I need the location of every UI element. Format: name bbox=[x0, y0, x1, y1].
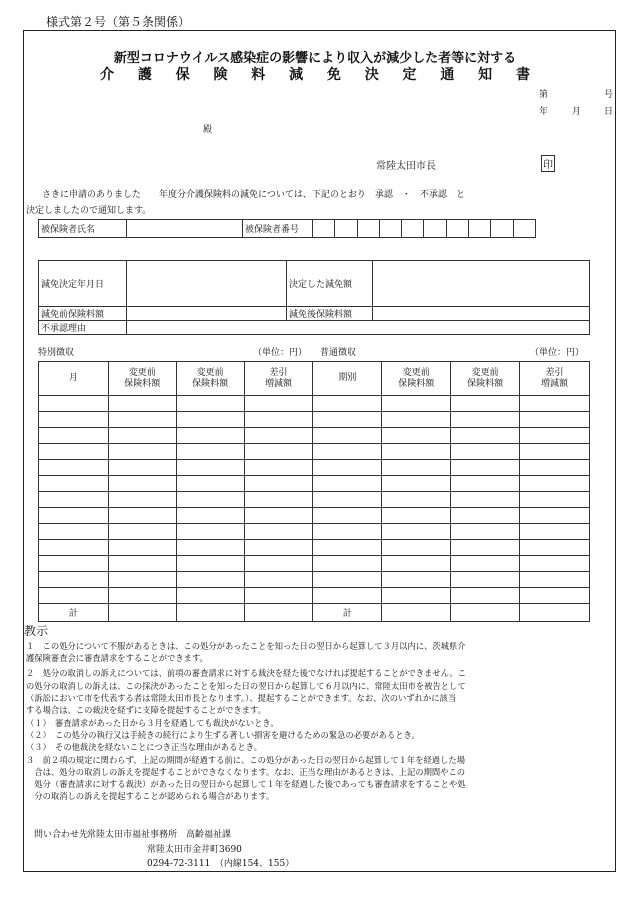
notice-line: 合は、処分の取消しの訴えを提起することができなくなります。なお、正当な理由があるときは、上記の期間やこの bbox=[26, 767, 466, 777]
table-row bbox=[39, 492, 590, 508]
before-premium-label: 減免前保険料額 bbox=[39, 307, 127, 321]
table-cell[interactable] bbox=[244, 444, 313, 460]
table-cell[interactable] bbox=[39, 428, 109, 444]
table-row bbox=[39, 524, 590, 540]
total-cell[interactable] bbox=[176, 604, 244, 622]
table-cell[interactable] bbox=[176, 540, 244, 556]
table-cell[interactable] bbox=[382, 556, 451, 572]
table-cell[interactable] bbox=[108, 508, 176, 524]
table-cell[interactable] bbox=[382, 444, 451, 460]
title-char: 定 bbox=[402, 67, 417, 83]
table-row bbox=[39, 460, 590, 476]
table-cell[interactable] bbox=[39, 540, 109, 556]
contact-label: 問い合わせ先 bbox=[34, 830, 89, 840]
table-cell[interactable] bbox=[39, 476, 109, 492]
table-cell[interactable] bbox=[244, 588, 313, 604]
ordinary-unit: （単位：円） bbox=[530, 348, 585, 358]
after-premium-label: 減免後保険料額 bbox=[287, 307, 373, 321]
title-char: 料 bbox=[251, 67, 266, 83]
intro-line-2: 決定しましたので通知します。 bbox=[26, 206, 152, 216]
table-cell[interactable] bbox=[244, 460, 313, 476]
table-cell[interactable] bbox=[313, 428, 382, 444]
decision-date-label: 減免決定年月日 bbox=[39, 261, 127, 307]
table-cell[interactable] bbox=[39, 588, 109, 604]
table-cell[interactable] bbox=[108, 540, 176, 556]
contact-address: 常陸太田市金井町3690 bbox=[147, 845, 242, 855]
table-cell[interactable] bbox=[39, 508, 109, 524]
table-cell[interactable] bbox=[244, 396, 313, 412]
title-char: 知 bbox=[478, 67, 493, 83]
table-cell[interactable] bbox=[39, 492, 109, 508]
rejection-reason-label: 不承認理由 bbox=[39, 321, 127, 335]
table-cell[interactable] bbox=[451, 524, 520, 540]
table-row bbox=[39, 556, 590, 572]
column-header: 月 bbox=[39, 362, 109, 396]
table-cell[interactable] bbox=[382, 588, 451, 604]
table-cell[interactable] bbox=[39, 412, 109, 428]
table-cell[interactable] bbox=[176, 556, 244, 572]
title-char: 通 bbox=[440, 67, 455, 83]
table-cell[interactable] bbox=[108, 556, 176, 572]
table-cell[interactable] bbox=[39, 396, 109, 412]
table-row bbox=[39, 476, 590, 492]
table-cell[interactable] bbox=[451, 428, 520, 444]
collection-table bbox=[38, 361, 590, 622]
table-cell[interactable] bbox=[520, 588, 590, 604]
table-cell[interactable] bbox=[451, 476, 520, 492]
table-cell[interactable] bbox=[520, 572, 590, 588]
notice-line: ２ 処分の取消しの訴えについては、前項の審査請求に対する裁決を経た後でなければ提起することができません。こ bbox=[26, 668, 467, 678]
intro-line-1: さきに申請のありました 年度分介護保険料の減免については、下記のとおり 承認 ・ 不承認 と bbox=[42, 190, 465, 200]
total-cell[interactable] bbox=[451, 604, 520, 622]
doc-number-prefix: 第 bbox=[539, 90, 549, 100]
decided-amount-field[interactable] bbox=[373, 261, 590, 307]
table-cell[interactable] bbox=[520, 508, 590, 524]
table-cell[interactable] bbox=[451, 460, 520, 476]
contact-office: 常陸太田市福祉事務所 高齢福祉課 bbox=[87, 830, 232, 840]
date-day: 日 bbox=[604, 107, 614, 117]
table-cell[interactable] bbox=[176, 508, 244, 524]
seal-mark: 印 bbox=[541, 155, 555, 172]
table-cell[interactable] bbox=[451, 508, 520, 524]
title-char: 免 bbox=[326, 67, 341, 83]
table-cell[interactable] bbox=[244, 556, 313, 572]
table-cell[interactable] bbox=[313, 476, 382, 492]
table-cell[interactable] bbox=[382, 412, 451, 428]
table-cell[interactable] bbox=[313, 444, 382, 460]
total-label: 計 bbox=[39, 604, 109, 622]
table-cell[interactable] bbox=[313, 412, 382, 428]
table-cell[interactable] bbox=[108, 444, 176, 460]
insured-digit[interactable] bbox=[491, 220, 513, 238]
total-cell[interactable] bbox=[382, 604, 451, 622]
title-line-1: 新型コロナウイルス感染症の影響により収入が減少した者等に対する bbox=[113, 51, 517, 66]
table-cell[interactable] bbox=[108, 572, 176, 588]
insured-digit[interactable] bbox=[335, 220, 357, 238]
table-cell[interactable] bbox=[520, 428, 590, 444]
insured-digit[interactable] bbox=[513, 220, 535, 238]
table-row bbox=[39, 412, 590, 428]
table-cell[interactable] bbox=[313, 460, 382, 476]
total-cell[interactable] bbox=[520, 604, 590, 622]
table-row bbox=[39, 588, 590, 604]
table-cell[interactable] bbox=[108, 396, 176, 412]
table-cell[interactable] bbox=[451, 444, 520, 460]
special-unit: （単位：円） bbox=[253, 348, 308, 358]
insured-number-label: 被保険者番号 bbox=[243, 220, 313, 238]
table-cell[interactable] bbox=[451, 572, 520, 588]
special-collection-label: 特別徴収 bbox=[38, 348, 75, 358]
table-row bbox=[39, 428, 590, 444]
insured-name-label: 被保険者氏名 bbox=[39, 220, 127, 238]
decision-date-field[interactable] bbox=[127, 261, 287, 307]
table-row bbox=[39, 572, 590, 588]
table-cell[interactable] bbox=[244, 540, 313, 556]
contact-phone: 0294-72-3111 （内線154、155） bbox=[147, 859, 295, 869]
table-cell[interactable] bbox=[382, 396, 451, 412]
insured-digit[interactable] bbox=[446, 220, 468, 238]
table-cell[interactable] bbox=[244, 508, 313, 524]
column-header: 差引 増減額 bbox=[520, 362, 590, 396]
insured-digit[interactable] bbox=[379, 220, 401, 238]
table-cell[interactable] bbox=[520, 476, 590, 492]
table-cell[interactable] bbox=[382, 508, 451, 524]
table-cell[interactable] bbox=[108, 588, 176, 604]
insured-digit[interactable] bbox=[313, 220, 335, 238]
table-cell[interactable] bbox=[313, 492, 382, 508]
ordinary-collection-label: 普通徴収 bbox=[320, 348, 357, 358]
insured-digit[interactable] bbox=[402, 220, 424, 238]
table-cell[interactable] bbox=[451, 588, 520, 604]
table-cell[interactable] bbox=[520, 444, 590, 460]
table-cell[interactable] bbox=[176, 588, 244, 604]
table-cell[interactable] bbox=[176, 396, 244, 412]
column-header: 変更前 保険料額 bbox=[176, 362, 244, 396]
table-cell[interactable] bbox=[108, 492, 176, 508]
table-cell[interactable] bbox=[244, 524, 313, 540]
addressee-suffix: 殿 bbox=[203, 125, 213, 135]
title-char: 険 bbox=[213, 67, 228, 83]
title-char: 護 bbox=[137, 67, 152, 83]
table-cell[interactable] bbox=[176, 572, 244, 588]
table-cell[interactable] bbox=[108, 476, 176, 492]
table-row bbox=[39, 396, 590, 412]
table-cell[interactable] bbox=[244, 412, 313, 428]
title-char: 決 bbox=[364, 67, 379, 83]
insured-name-field[interactable] bbox=[127, 220, 243, 238]
rejection-reason-field[interactable] bbox=[127, 321, 590, 335]
date-month: 月 bbox=[572, 107, 582, 117]
title-line-2 bbox=[100, 64, 530, 84]
table-cell[interactable] bbox=[244, 572, 313, 588]
table-cell[interactable] bbox=[244, 476, 313, 492]
table-cell[interactable] bbox=[520, 460, 590, 476]
table-cell[interactable] bbox=[39, 444, 109, 460]
title-char: 減 bbox=[289, 67, 304, 83]
table-cell[interactable] bbox=[176, 428, 244, 444]
table-cell[interactable] bbox=[313, 396, 382, 412]
table-cell[interactable] bbox=[176, 492, 244, 508]
column-header: 期別 bbox=[313, 362, 382, 396]
total-cell[interactable] bbox=[108, 604, 176, 622]
table-cell[interactable] bbox=[108, 428, 176, 444]
table-row bbox=[39, 508, 590, 524]
notice-line: （３） その他裁決を経ないことにつき正当な理由があるとき。 bbox=[26, 742, 262, 752]
table-cell[interactable] bbox=[451, 412, 520, 428]
notice-line: （訴訟において市を代表する者は常陸太田市長となります。）、提起することができます。なお、次のいずれかに該当 bbox=[26, 693, 457, 703]
table-cell[interactable] bbox=[382, 572, 451, 588]
table-cell[interactable] bbox=[313, 588, 382, 604]
issuer: 常陸太田市長 bbox=[376, 161, 436, 172]
notice-line: の処分の取消しの訴えは、この採決があったことを知った日の翌日から起算して６月以内に、常陸太田市を被告として bbox=[26, 681, 466, 691]
table-cell[interactable] bbox=[313, 524, 382, 540]
notice-line: 護保険審査会に審査請求をすることができます。 bbox=[26, 653, 208, 663]
table-cell[interactable] bbox=[382, 492, 451, 508]
table-cell[interactable] bbox=[313, 556, 382, 572]
table-cell[interactable] bbox=[39, 524, 109, 540]
table-cell[interactable] bbox=[39, 460, 109, 476]
title-char: 介 bbox=[100, 67, 114, 83]
table-cell[interactable] bbox=[176, 460, 244, 476]
table-cell[interactable] bbox=[520, 412, 590, 428]
column-header: 差引 増減額 bbox=[244, 362, 313, 396]
notice-line: １ この処分について不服があるときは、この処分があったことを知った日の翌日から起算して３月以内に、茨城県介 bbox=[26, 641, 466, 651]
table-cell[interactable] bbox=[108, 524, 176, 540]
insured-table bbox=[38, 219, 536, 238]
title-char: 書 bbox=[515, 67, 530, 83]
column-header: 変更前 保険料額 bbox=[382, 362, 451, 396]
table-cell[interactable] bbox=[382, 476, 451, 492]
column-header: 変更前 保険料額 bbox=[451, 362, 520, 396]
insured-digit[interactable] bbox=[357, 220, 379, 238]
title-char: 保 bbox=[175, 67, 190, 83]
column-header: 変更前 保険料額 bbox=[108, 362, 176, 396]
doc-number-suffix: 号 bbox=[604, 90, 614, 100]
table-cell[interactable] bbox=[108, 412, 176, 428]
total-cell[interactable] bbox=[244, 604, 313, 622]
notice-line: （２） この処分の執行又は手続きの続行により生ずる著しい損害を避けるための緊急の必要があるとき。 bbox=[26, 730, 420, 740]
table-cell[interactable] bbox=[176, 412, 244, 428]
table-cell[interactable] bbox=[39, 572, 109, 588]
table-cell[interactable] bbox=[520, 540, 590, 556]
table-cell[interactable] bbox=[244, 428, 313, 444]
info-table bbox=[38, 260, 590, 335]
table-row bbox=[39, 444, 590, 460]
table-cell[interactable] bbox=[244, 492, 313, 508]
notice-heading: 教示 bbox=[24, 624, 49, 638]
table-cell[interactable] bbox=[176, 476, 244, 492]
table-cell[interactable] bbox=[382, 428, 451, 444]
notice-line: （１） 審査請求があった日から３月を経過しても裁決がないとき。 bbox=[26, 718, 279, 728]
notice-line: ３ 前２項の規定に関わらず、上記の期間が経過する前に、この処分があった日の翌日から起算して１年を経過した場 bbox=[26, 755, 465, 765]
table-cell[interactable] bbox=[313, 508, 382, 524]
table-cell[interactable] bbox=[176, 444, 244, 460]
table-cell[interactable] bbox=[451, 492, 520, 508]
table-cell[interactable] bbox=[382, 460, 451, 476]
table-cell[interactable] bbox=[313, 540, 382, 556]
table-row bbox=[39, 540, 590, 556]
notice-line: する場合は、この裁決を経ずに支障を提起することができます。 bbox=[26, 705, 266, 715]
notice-line: 処分（審査請求に対する裁決）があった日の翌日から起算して１年を経過した後であっても審査請求をすることや処 bbox=[26, 779, 466, 789]
table-cell[interactable] bbox=[382, 524, 451, 540]
table-cell[interactable] bbox=[313, 572, 382, 588]
table-cell[interactable] bbox=[520, 492, 590, 508]
form-number: 様式第２号（第５条関係） bbox=[46, 15, 191, 29]
decided-amount-label: 決定した減免額 bbox=[287, 261, 373, 307]
total-row bbox=[39, 604, 590, 622]
table-cell[interactable] bbox=[520, 396, 590, 412]
before-premium-field[interactable] bbox=[127, 307, 287, 321]
insured-digit[interactable] bbox=[424, 220, 446, 238]
date-year: 年 bbox=[539, 107, 549, 117]
table-cell[interactable] bbox=[451, 556, 520, 572]
table-cell[interactable] bbox=[382, 540, 451, 556]
table-cell[interactable] bbox=[451, 540, 520, 556]
table-cell[interactable] bbox=[520, 556, 590, 572]
insured-digit[interactable] bbox=[469, 220, 491, 238]
table-cell[interactable] bbox=[176, 524, 244, 540]
table-cell[interactable] bbox=[108, 460, 176, 476]
total-label: 計 bbox=[313, 604, 382, 622]
table-cell[interactable] bbox=[520, 524, 590, 540]
table-cell[interactable] bbox=[451, 396, 520, 412]
table-cell[interactable] bbox=[39, 556, 109, 572]
notice-line: 分の取消しの訴えを提起することが認められる場合があります。 bbox=[26, 791, 275, 801]
after-premium-field[interactable] bbox=[373, 307, 590, 321]
